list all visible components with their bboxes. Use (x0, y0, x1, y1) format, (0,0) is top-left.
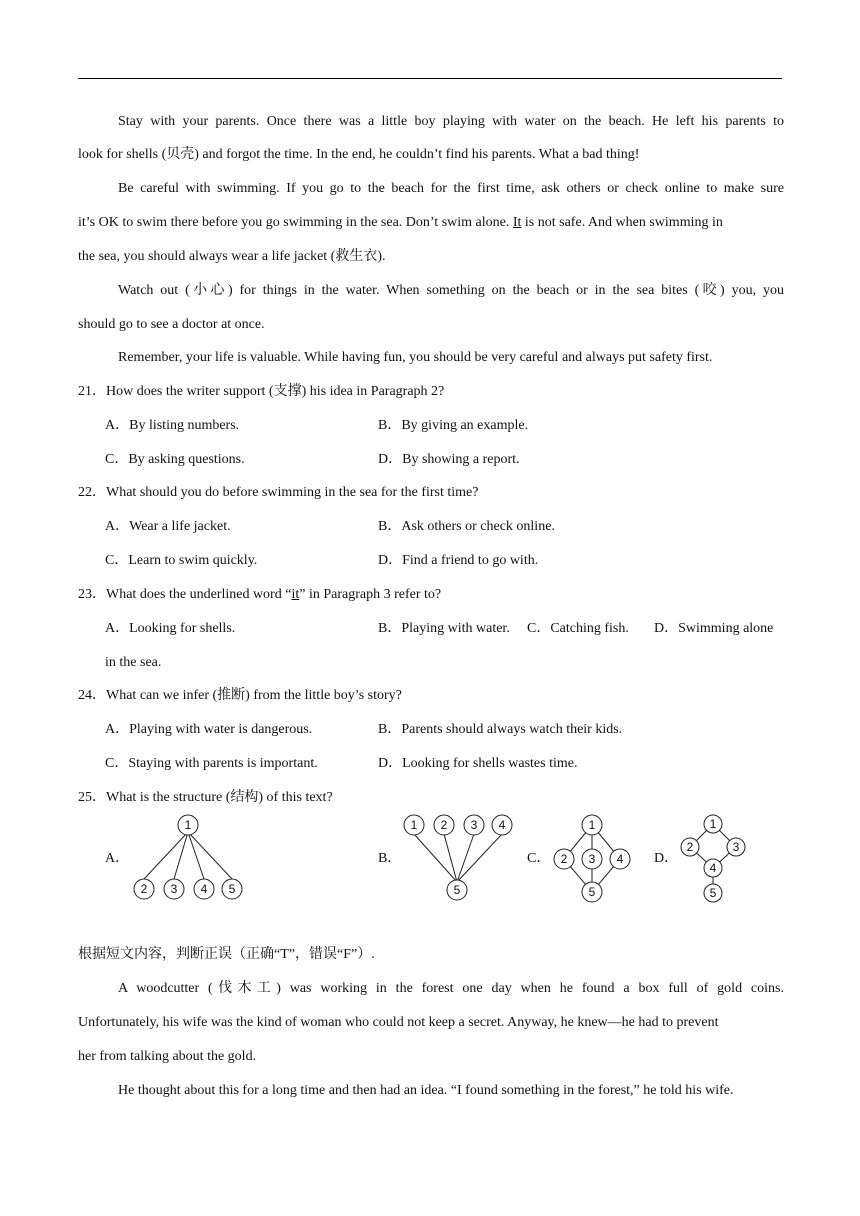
option-d: D．Looking for shells wastes time. (378, 756, 578, 771)
passage-line: Remember, your life is valuable. While having fun, you should be very careful and always put safety first. (118, 350, 713, 365)
svg-text:4: 4 (709, 861, 717, 875)
passage-line: it’s OK to swim there before you go swimming in the sea. Don’t swim alone. It is not safe. And when swimming in (78, 215, 723, 230)
svg-text:1: 1 (184, 818, 192, 832)
node-1 (178, 815, 198, 835)
option-a: A．By listing numbers. (105, 418, 240, 433)
question-stem: 21．How does the writer support (支撑) his idea in Paragraph 2? (78, 384, 445, 399)
node-2 (554, 849, 574, 869)
option-c: C．Learn to swim quickly. (105, 553, 258, 568)
node-1 (404, 815, 424, 835)
node-3 (164, 879, 184, 899)
question-stem: 25．What is the structure (结构) of this text? (78, 790, 333, 805)
node-5 (582, 882, 602, 902)
passage-line: Be careful with swimming. If you go to the beach for the first time, ask others or check online to make sure (118, 181, 784, 196)
option-b: B．By giving an example. (378, 418, 529, 433)
node-5 (704, 884, 722, 902)
node-4 (492, 815, 512, 835)
node-2 (681, 838, 699, 856)
option-d-label: D． (654, 851, 679, 866)
node-1 (582, 815, 602, 835)
option-a: A．Wear a life jacket. (105, 519, 231, 534)
structure-diagram-a (128, 812, 248, 904)
svg-text:3: 3 (470, 818, 478, 832)
svg-text:3: 3 (732, 840, 740, 854)
node-2 (134, 879, 154, 899)
passage-line: He thought about this for a long time and then had an idea. “I found something in the forest,” he told his wife. (118, 1083, 734, 1098)
svg-text:2: 2 (140, 882, 148, 896)
question-stem: 24．What can we infer (推断) from the little boy’s story? (78, 688, 402, 703)
underlined-word-it: it (291, 587, 300, 602)
structure-diagram-d (676, 812, 750, 904)
node-5 (222, 879, 242, 899)
passage-line: A woodcutter (伐木工) was working in the forest one day when he found a box full of gold coins. (118, 981, 784, 996)
node-2 (434, 815, 454, 835)
svg-text:5: 5 (453, 883, 461, 897)
svg-text:1: 1 (588, 818, 596, 832)
svg-text:3: 3 (588, 852, 596, 866)
structure-diagram-c (550, 812, 634, 904)
svg-text:4: 4 (498, 818, 506, 832)
passage-line: the sea, you should always wear a life jacket (救生衣). (78, 249, 386, 264)
node-4 (610, 849, 630, 869)
option-d: D．Swimming alone (654, 621, 774, 636)
svg-text:2: 2 (440, 818, 448, 832)
question-stem: 23．What does the underlined word “it” in Paragraph 3 refer to? (78, 587, 442, 602)
passage-line: Unfortunately, his wife was the kind of woman who could not keep a secret. Anyway, he knew—he had to prevent (78, 1015, 719, 1030)
node-5 (447, 880, 467, 900)
node-4 (704, 859, 722, 877)
option-a-label: A． (105, 851, 130, 866)
node-3 (582, 849, 602, 869)
option-d: D．By showing a report. (378, 452, 520, 467)
svg-text:2: 2 (686, 840, 694, 854)
option-b: B．Playing with water. (378, 621, 510, 636)
option-d: D．Find a friend to go with. (378, 553, 539, 568)
section-instruction: 根据短文内容，判断正误（正确“T”，错误“F”）. (78, 947, 375, 962)
option-c: C．By asking questions. (105, 452, 245, 467)
svg-text:4: 4 (200, 882, 208, 896)
option-b: B．Parents should always watch their kids. (378, 722, 623, 737)
option-c-label: C． (527, 851, 551, 866)
node-4 (194, 879, 214, 899)
structure-diagram-b (400, 812, 518, 904)
passage-line: look for shells (贝壳) and forgot the time. In the end, he couldn’t find his parents. What a bad thing! (78, 147, 640, 162)
node-1 (704, 815, 722, 833)
option-c: C．Catching fish. (527, 621, 629, 636)
passage-line: should go to see a doctor at once. (78, 317, 265, 332)
svg-text:5: 5 (709, 886, 717, 900)
underlined-word-it: It (512, 215, 522, 230)
option-b: B．Ask others or check online. (378, 519, 555, 534)
svg-text:1: 1 (410, 818, 418, 832)
option-c: C．Staying with parents is important. (105, 756, 318, 771)
question-stem: 22．What should you do before swimming in the sea for the first time? (78, 485, 479, 500)
svg-text:2: 2 (560, 852, 568, 866)
svg-text:1: 1 (709, 817, 717, 831)
option-a: A．Looking for shells. (105, 621, 236, 636)
option-b-label: B． (378, 851, 402, 866)
passage-line: Stay with your parents. Once there was a little boy playing with water on the beach. He left his parents to (118, 114, 784, 129)
passage-line: her from talking about the gold. (78, 1049, 257, 1064)
svg-text:3: 3 (170, 882, 178, 896)
header-rule (78, 78, 782, 79)
svg-text:5: 5 (588, 885, 596, 899)
node-3 (727, 838, 745, 856)
node-3 (464, 815, 484, 835)
option-a: A．Playing with water is dangerous. (105, 722, 313, 737)
svg-text:4: 4 (616, 852, 624, 866)
option-d-continued: in the sea. (105, 655, 162, 670)
svg-text:5: 5 (228, 882, 236, 896)
passage-line: Watch out (小心) for things in the water. When something on the beach or in the sea bites (咬) you, you (118, 283, 784, 298)
